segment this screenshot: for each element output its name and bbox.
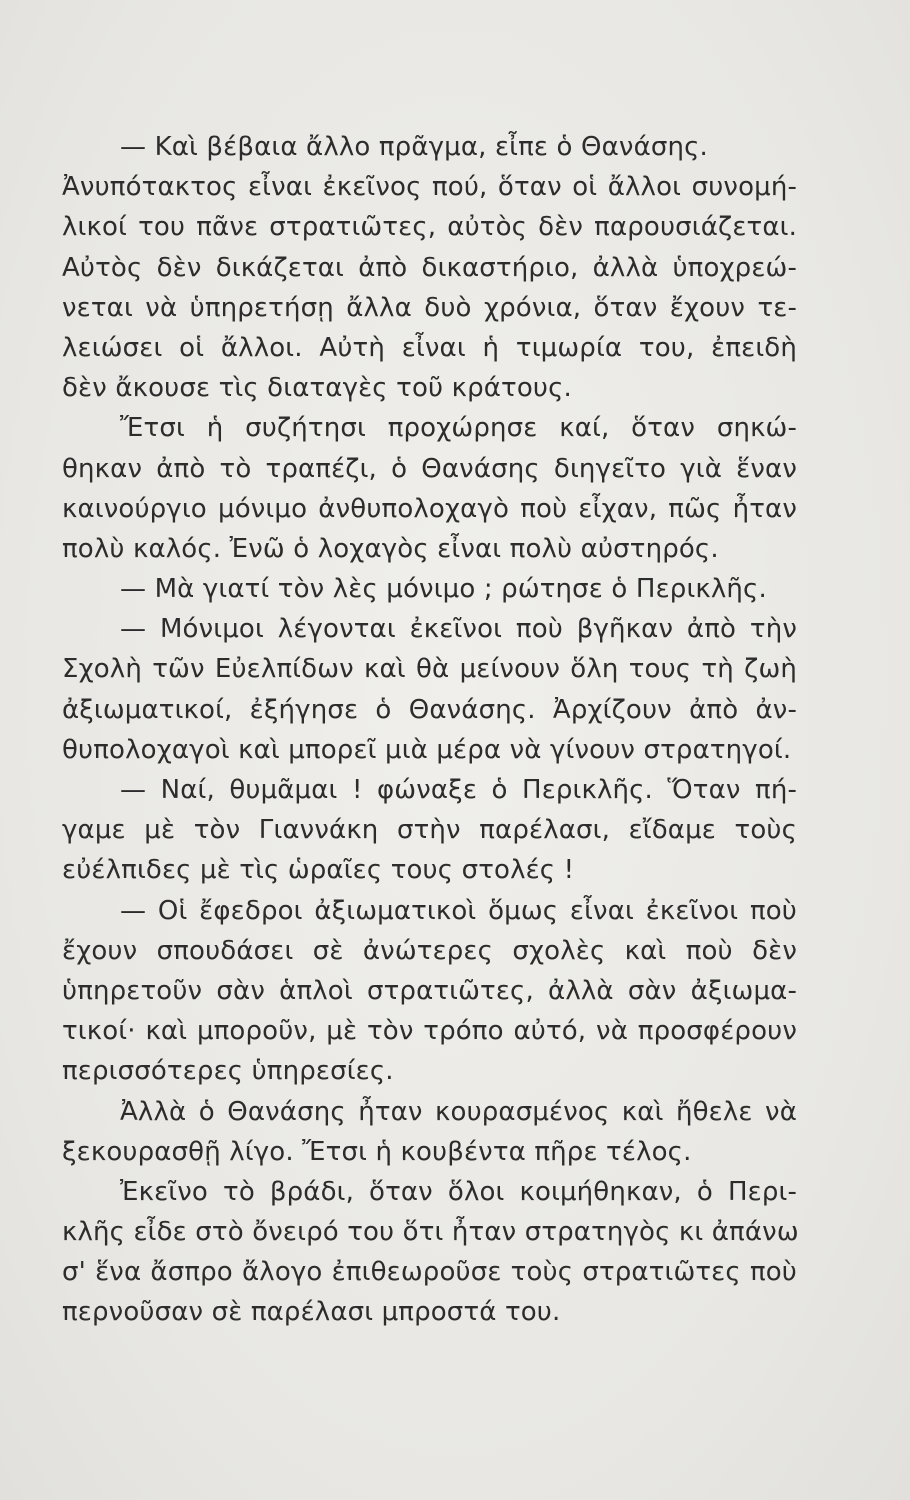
text-line: εὐέλπιδες μὲ τὶς ὡραῖες τους στολές ! bbox=[62, 855, 575, 886]
text-line: λειώσει οἱ ἄλλοι. Αὐτὴ εἶναι ἡ τιμωρία του, ἐπειδὴ bbox=[62, 332, 797, 363]
text-line: θηκαν ἀπὸ τὸ τραπέζι, ὁ Θανάσης διηγεῖτο γιὰ ἕναν bbox=[62, 453, 797, 484]
text-line: — Μὰ γιατί τὸν λὲς μόνιμο ; ρώτησε ὁ Περικλῆς. bbox=[120, 574, 767, 605]
text-line: ξεκουρασθῇ λίγο. Ἔτσι ἡ κουβέντα πῆρε τέλος. bbox=[62, 1136, 692, 1167]
text-line: θυπολοχαγοὶ καὶ μπορεῖ μιὰ μέρα νὰ γίνουν στρατηγοί. bbox=[62, 734, 792, 765]
text-line: περισσότερες ὑπηρεσίες. bbox=[62, 1056, 394, 1087]
text-line: — Οἱ ἔφεδροι ἀξιωματικοὶ ὅμως εἶναι ἐκεῖνοι ποὺ bbox=[120, 895, 797, 926]
text-line: — Ναί, θυμᾶμαι ! φώναξε ὁ Περικλῆς. Ὅταν πή- bbox=[120, 775, 797, 805]
text-line: Ἀνυπότακτος εἶναι ἐκεῖνος πού, ὅταν οἱ ἄλλοι συνομή- bbox=[62, 172, 797, 203]
text-line: ὑπηρετοῦν σὰν ἁπλοὶ στρατιῶτες, ἀλλὰ σὰν ἀξιωμα- bbox=[62, 975, 797, 1006]
text-line: καινούργιο μόνιμο ἀνθυπολοχαγὸ ποὺ εἶχαν, πῶς ἦταν bbox=[62, 493, 797, 524]
text-line: νεται νὰ ὑπηρετήσῃ ἄλλα δυὸ χρόνια, ὅταν ἔχουν τε- bbox=[62, 292, 797, 323]
text-line: κλῆς εἶδε στὸ ὄνειρό του ὅτι ἦταν στρατηγὸς κι ἀπάνω bbox=[62, 1217, 799, 1248]
text-line: περνοῦσαν σὲ παρέλασι μπροστά του. bbox=[62, 1297, 561, 1328]
text-line: — Μόνιμοι λέγονται ἐκεῖνοι ποὺ βγῆκαν ἀπὸ τὴν bbox=[120, 614, 797, 645]
text-line: — Καὶ βέβαια ἄλλο πρᾶγμα, εἶπε ὁ Θανάσης. bbox=[120, 132, 708, 162]
text-line: πολὺ καλός. Ἐνῶ ὁ λοχαγὸς εἶναι πολὺ αὐστηρός. bbox=[62, 533, 719, 564]
text-line: ἀξιωματικοί, ἐξήγησε ὁ Θανάσης. Ἀρχίζουν ἀπὸ ἀν- bbox=[62, 694, 797, 725]
text-line: ἔχουν σπουδάσει σὲ ἀνώτερες σχολὲς καὶ ποὺ δὲν bbox=[62, 935, 797, 966]
text-line: δὲν ἄκουσε τὶς διαταγὲς τοῦ κράτους. bbox=[62, 373, 572, 404]
text-line: σ' ἕνα ἄσπρο ἄλογο ἐπιθεωροῦσε τοὺς στρατιῶτες ποὺ bbox=[62, 1257, 797, 1288]
text-line: γαμε μὲ τὸν Γιαννάκη στὴν παρέλασι, εἴδαμε τοὺς bbox=[62, 815, 797, 846]
text-line: τικοί· καὶ μποροῦν, μὲ τὸν τρόπο αὐτό, νὰ προσφέρουν bbox=[62, 1016, 797, 1047]
text-line: λικοί του πᾶνε στρατιῶτες, αὐτὸς δὲν παρουσιάζεται. bbox=[62, 212, 797, 243]
text-line: Ἀλλὰ ὁ Θανάσης ἦταν κουρασμένος καὶ ἤθελε νὰ bbox=[120, 1096, 797, 1127]
text-line: Σχολὴ τῶν Εὐελπίδων καὶ θὰ μείνουν ὅλη τους τὴ ζωὴ bbox=[62, 654, 797, 685]
body-text bbox=[62, 127, 797, 1333]
text-line: Αὐτὸς δὲν δικάζεται ἀπὸ δικαστήριο, ἀλλὰ ὑποχρεώ- bbox=[62, 252, 797, 283]
text-line: Ἐκεῖνο τὸ βράδι, ὅταν ὅλοι κοιμήθηκαν, ὁ Περι- bbox=[120, 1176, 797, 1207]
text-line: Ἔτσι ἡ συζήτησι προχώρησε καί, ὅταν σηκώ- bbox=[120, 413, 797, 444]
